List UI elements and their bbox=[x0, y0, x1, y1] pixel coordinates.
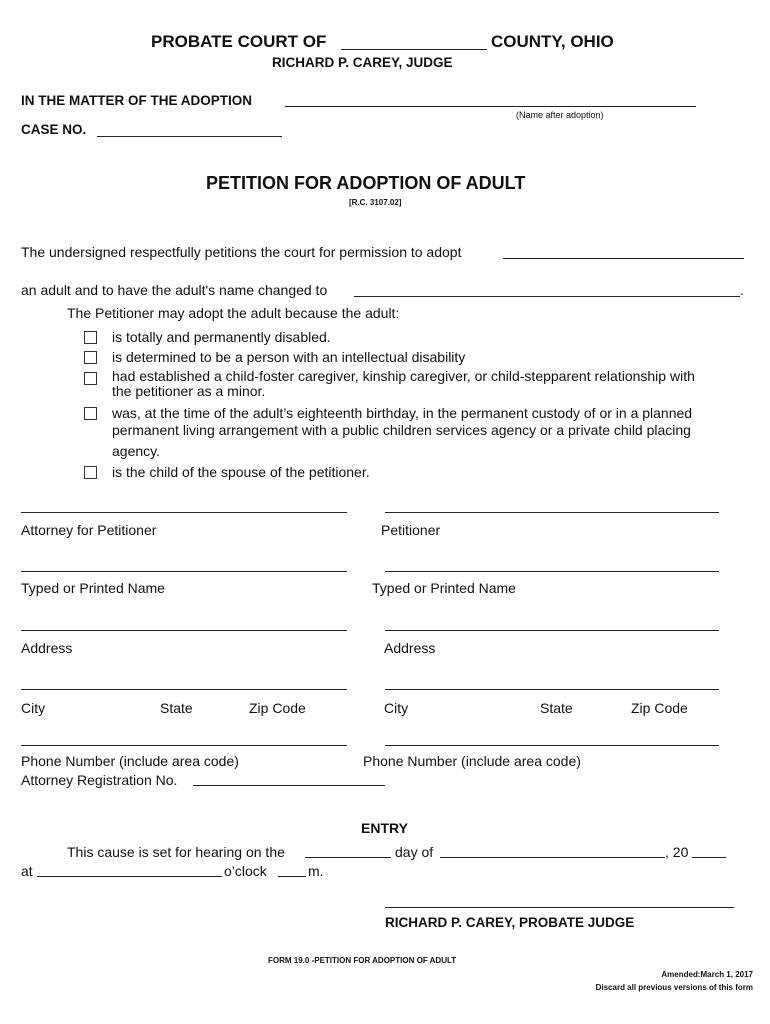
form-name: FORM 19.0 -PETITION FOR ADOPTION OF ADULT bbox=[268, 956, 457, 965]
attorney-city-line[interactable] bbox=[21, 689, 347, 690]
attorney-phone-label: Phone Number (include area code) bbox=[21, 753, 239, 769]
year-prefix: , 20 bbox=[665, 844, 689, 860]
petitioner-zip-label: Zip Code bbox=[631, 700, 688, 716]
new-name-field[interactable] bbox=[354, 296, 740, 297]
am-pm-field[interactable] bbox=[278, 876, 306, 877]
attorney-signature-line[interactable] bbox=[21, 512, 347, 513]
petitioner-signature-line[interactable] bbox=[385, 512, 719, 513]
case-number-field[interactable] bbox=[97, 136, 282, 137]
matter-hint: (Name after adoption) bbox=[516, 110, 604, 120]
oclock-label: o’clock bbox=[224, 863, 267, 879]
attorney-zip-label: Zip Code bbox=[249, 700, 306, 716]
checkbox-disabled[interactable] bbox=[84, 331, 97, 344]
attorney-address-line[interactable] bbox=[21, 630, 347, 631]
petition-line-2: an adult and to have the adult's name changed to bbox=[21, 282, 328, 298]
checkbox-custody[interactable] bbox=[84, 407, 97, 420]
attorney-address-label: Address bbox=[21, 640, 73, 656]
entry-heading: ENTRY bbox=[361, 820, 408, 836]
attorney-phone-line[interactable] bbox=[21, 745, 347, 746]
hearing-day-field[interactable] bbox=[305, 857, 391, 858]
judge-name: RICHARD P. CAREY, JUDGE bbox=[272, 55, 453, 70]
adult-name-field[interactable] bbox=[503, 258, 744, 259]
option-disabled: is totally and permanently disabled. bbox=[112, 329, 331, 345]
attorney-city-label: City bbox=[21, 700, 46, 716]
matter-label: IN THE MATTER OF THE ADOPTION bbox=[21, 93, 252, 108]
discard-note: Discard all previous versions of this form bbox=[595, 983, 753, 992]
judge-signature-line[interactable] bbox=[385, 907, 734, 908]
petitioner-label: Petitioner bbox=[381, 522, 441, 538]
option-relationship-line-2: the petitioner as a minor. bbox=[112, 383, 266, 399]
at-label: at bbox=[21, 863, 33, 879]
statute-reference: [R.C. 3107.02] bbox=[349, 198, 402, 207]
option-custody-line-3: agency. bbox=[112, 443, 160, 459]
petitioner-typed-name-label: Typed or Printed Name bbox=[372, 580, 516, 596]
checkbox-spouse-child[interactable] bbox=[84, 466, 97, 479]
line-period: . bbox=[740, 282, 744, 298]
reason-intro: The Petitioner may adopt the adult because the adult: bbox=[67, 305, 400, 321]
registration-label: Attorney Registration No. bbox=[21, 772, 178, 788]
attorney-label: Attorney for Petitioner bbox=[21, 522, 157, 538]
option-relationship-line-1: had established a child-foster caregiver, kinship caregiver, or child-stepparent relationship with bbox=[112, 368, 695, 384]
attorney-typed-name-label: Typed or Printed Name bbox=[21, 580, 165, 596]
hearing-time-field[interactable] bbox=[37, 876, 222, 877]
court-prefix: PROBATE COURT OF bbox=[151, 32, 327, 51]
case-label: CASE NO. bbox=[21, 122, 87, 137]
county-field[interactable] bbox=[341, 49, 487, 50]
petitioner-phone-label: Phone Number (include area code) bbox=[363, 753, 581, 769]
option-custody-line-1: was, at the time of the adult’s eighteenth birthday, in the permanent custody of or in a planned bbox=[112, 405, 693, 421]
m-label: m. bbox=[308, 863, 324, 879]
hearing-month-field[interactable] bbox=[440, 857, 665, 858]
petition-line-1: The undersigned respectfully petitions the court for permission to adopt bbox=[21, 244, 462, 260]
petitioner-address-line[interactable] bbox=[385, 630, 719, 631]
registration-number-field[interactable] bbox=[193, 785, 385, 786]
petitioner-phone-line[interactable] bbox=[385, 745, 719, 746]
hearing-year-field[interactable] bbox=[692, 857, 726, 858]
option-spouse-child: is the child of the spouse of the petitioner. bbox=[112, 464, 370, 480]
checkbox-intellectual-disability[interactable] bbox=[84, 351, 97, 364]
page-title: PETITION FOR ADOPTION OF ADULT bbox=[206, 173, 526, 193]
petitioner-address-label: Address bbox=[384, 640, 436, 656]
court-suffix: COUNTY, OHIO bbox=[491, 32, 614, 51]
hearing-prefix: This cause is set for hearing on the bbox=[67, 844, 285, 860]
judge-signature-label: RICHARD P. CAREY, PROBATE JUDGE bbox=[385, 915, 635, 930]
day-of-label: day of bbox=[395, 844, 434, 860]
option-intellectual-disability: is determined to be a person with an intellectual disability bbox=[112, 349, 466, 365]
amended-date: Amended:March 1, 2017 bbox=[661, 970, 753, 979]
checkbox-relationship[interactable] bbox=[84, 372, 97, 385]
petitioner-state-label: State bbox=[540, 700, 573, 716]
petitioner-city-line[interactable] bbox=[385, 689, 719, 690]
adoptee-name-field[interactable] bbox=[285, 106, 696, 107]
attorney-name-line[interactable] bbox=[21, 571, 347, 572]
petitioner-city-label: City bbox=[384, 700, 409, 716]
option-custody-line-2: permanent living arrangement with a public children services agency or a private child placing bbox=[112, 422, 691, 438]
petitioner-name-line[interactable] bbox=[385, 571, 719, 572]
attorney-state-label: State bbox=[160, 700, 193, 716]
